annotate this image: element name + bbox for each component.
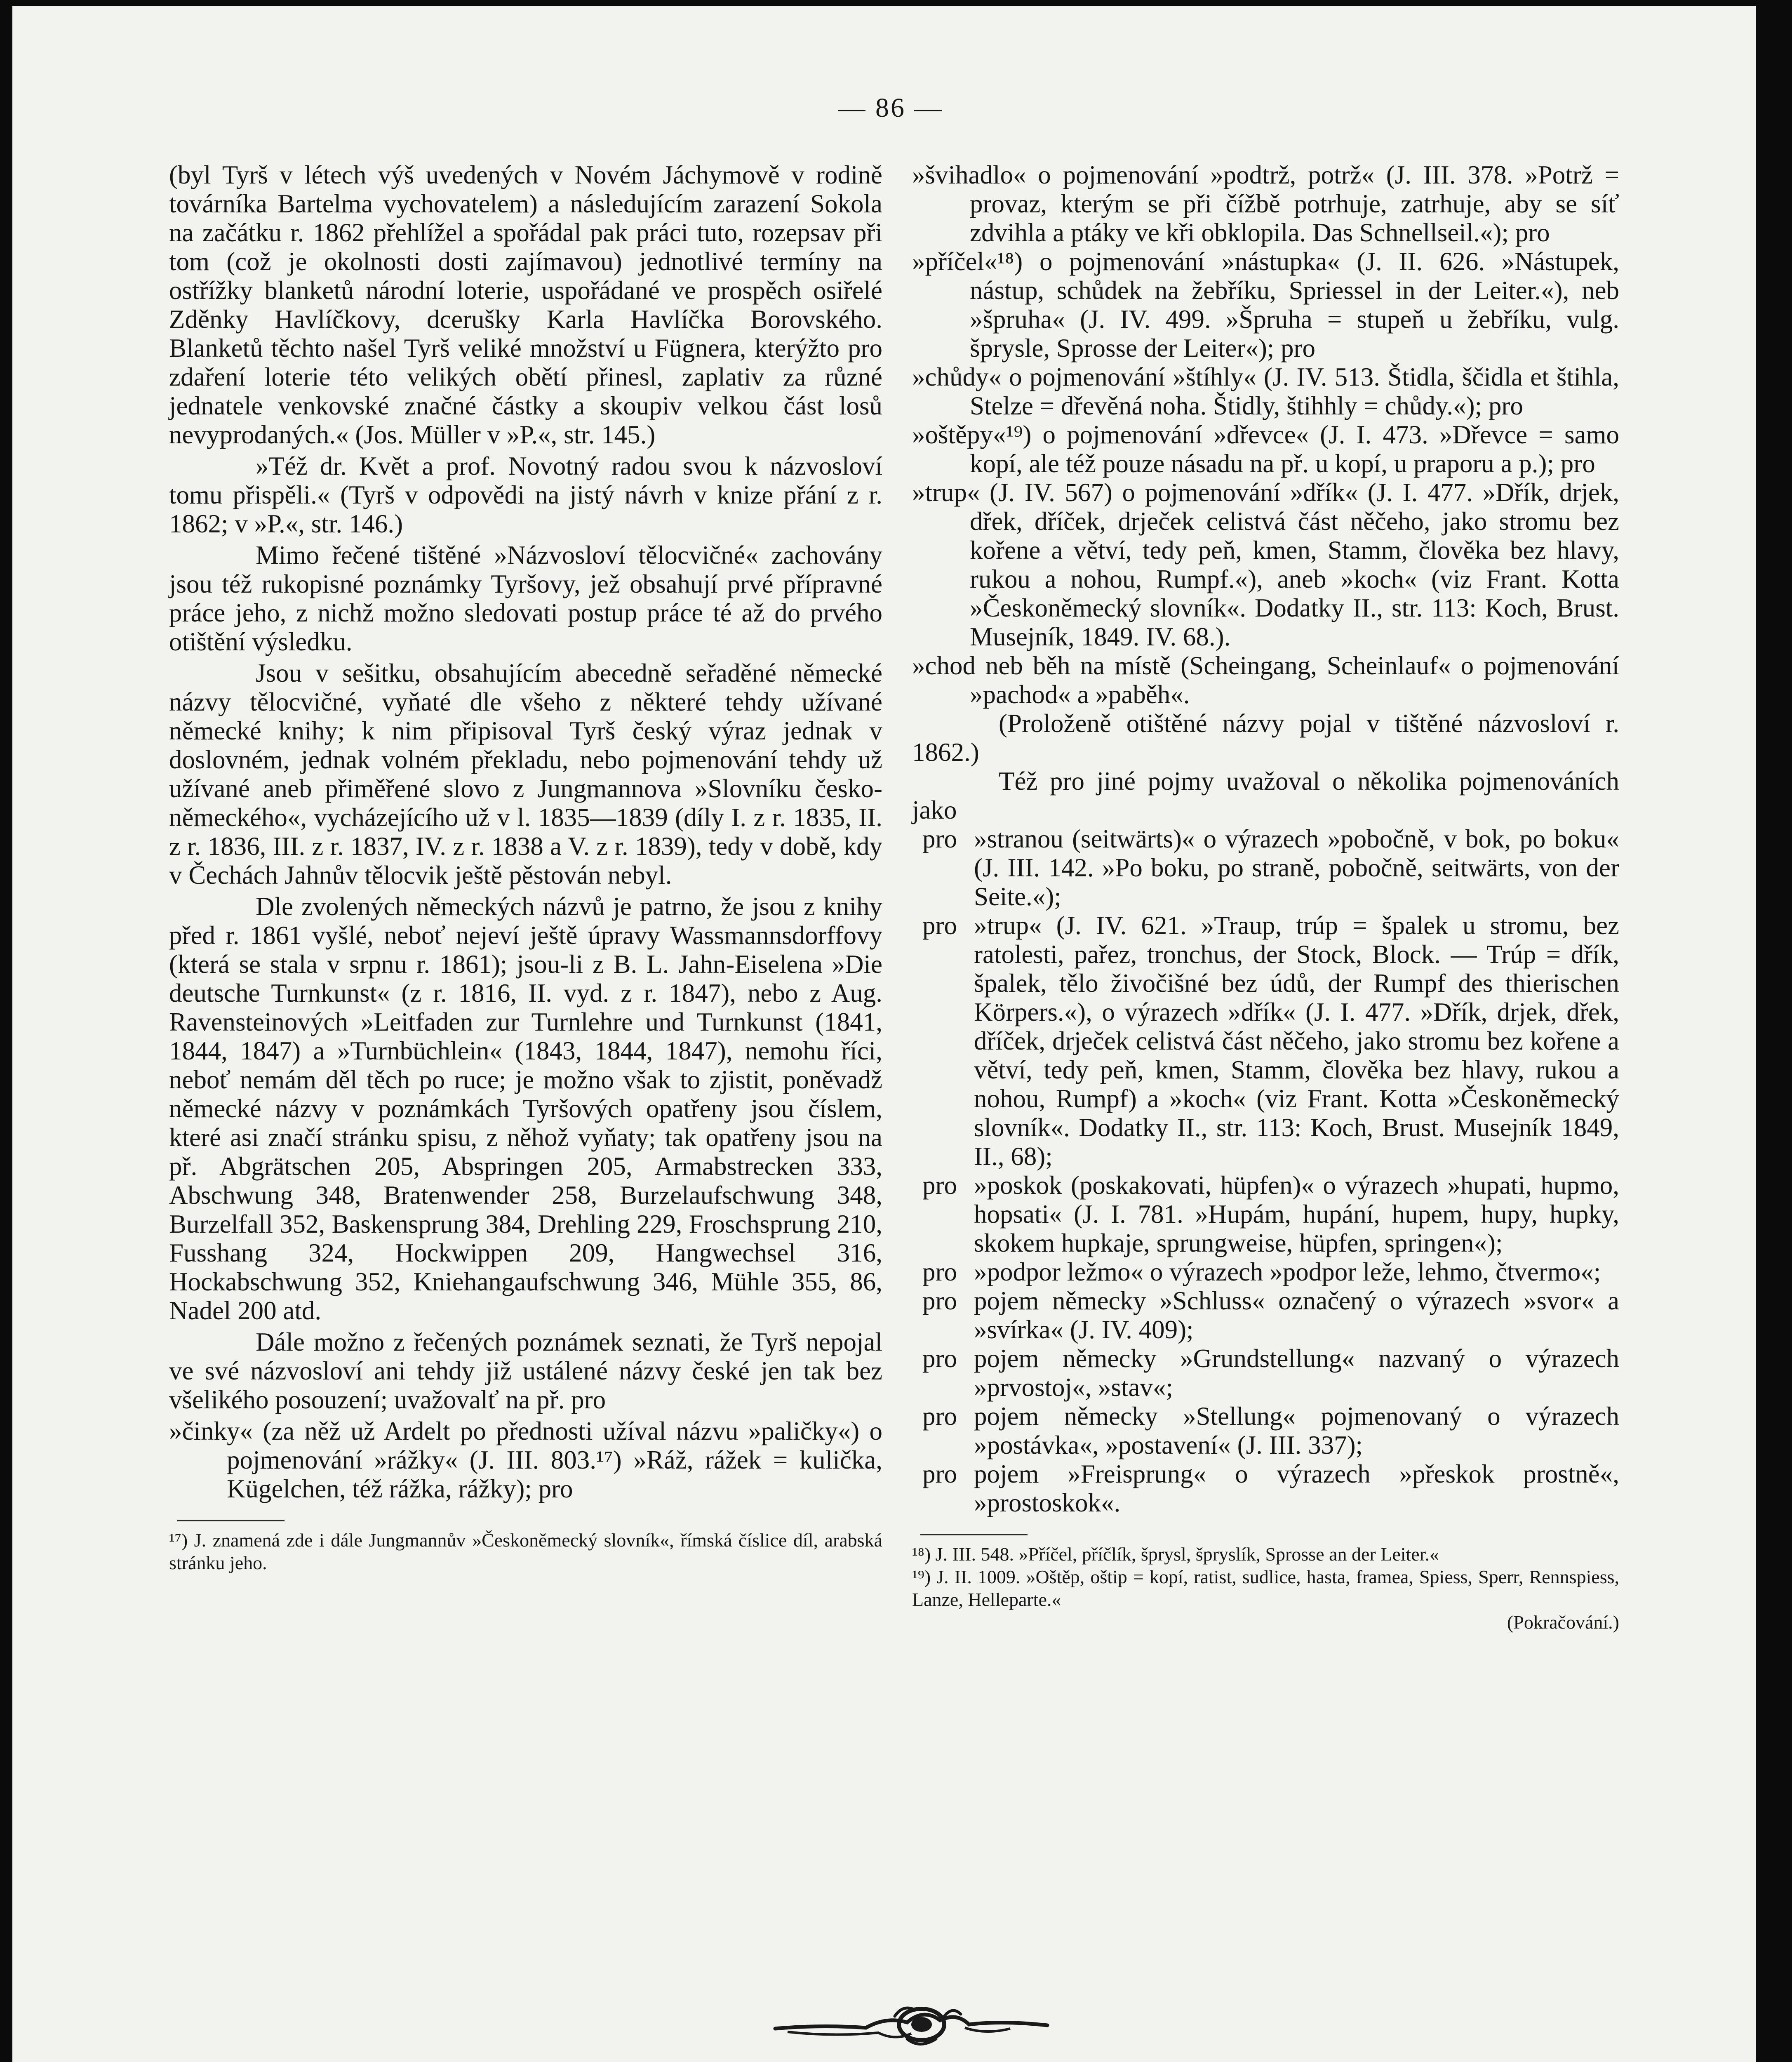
pro-entry (912, 1286, 1619, 1344)
pro-text: »podpor ležmo« o výrazech »podpor leže, lehmo, čtvermo«; (974, 1257, 1601, 1286)
pro-label: pro (922, 1459, 957, 1488)
pro-text: pojem »Freisprung« o výrazech »přeskok prostně«, »prostoskok«. (974, 1459, 1619, 1517)
paragraph: Dle zvolených německých názvů je patrno, že jsou z knihy před r. 1861 vyšlé, neboť nejeví ještě úpravy Wassmannsdorffovy (která se stala v srpnu r. 1861); jsou-li z B. L. Jahn-Eiselena »Die deutsche Turnkunst« (z r. 1816, II. vyd. z r. 1847), nebo z Aug. Ravensteinových »Leitfaden zur Turnlehre und Turnkunst (1841, 1844, 1847) a »Turnbüchlein« (1843, 1844, 1847), nemohu říci, neboť nemám děl těch po ruce; je možno však to zjistit, poněvadž německé názvy v poznámkách Tyršových opatřeny jsou číslem, které asi značí stránku spisu, z něhož vyňaty; tak opatřeny jsou na př. Abgrätschen 205, Abspringen 205, Armabstrecken 333, Abschwung 348, Bratenwender 258, Burzelaufschwung 348, Burzelfall 352, Baskensprung 384, Drehling 229, Froschsprung 210, Fusshang 324, Hockwippen 209, Hangwechsel 316, Hockabschwung 352, Kniehangaufschwung 346, Mühle 355, 86, Nadel 200 atd. (169, 892, 882, 1325)
pro-entry (912, 1344, 1619, 1402)
right-column (912, 160, 1619, 1634)
footnote-rule (920, 1534, 1028, 1535)
pro-entry (912, 1257, 1619, 1286)
entry: »chůdy« o pojmenování »štíhly« (J. IV. 513. Štidla, ščidla et štihla, Stelze = dřevěná noha. Štidly, štihhly = chůdy.«); pro (912, 362, 1619, 420)
pro-text: pojem německy »Stellung« pojmenovaný o výrazech »postávka«, »postavení« (J. III. 337); (974, 1402, 1619, 1459)
note-paragraph: (Proloženě otištěné názvy pojal v tištěné názvosloví r. 1862.) (912, 709, 1619, 767)
intro-paragraph: Též pro jiné pojmy uvažoval o několika pojmenováních jako (912, 767, 1619, 824)
footnote-17: ¹⁷) J. znamená zde i dále Jungmannův »Českoněmecký slovník«, římská číslice díl, arabská stránku jeho. (169, 1530, 882, 1573)
pro-label: pro (922, 824, 957, 853)
pro-text: »poskok (poskakovati, hüpfen)« o výrazech »hupati, hupmo, hopsati« (J. I. 781. »Hupám, hupání, hupem, hupy, hupky, skokem hupkaje, sprungweise, hüpfen, springen«); (974, 1171, 1619, 1257)
pro-entry (912, 911, 1619, 1171)
continuation-note: (Pokračování.) (1507, 1612, 1619, 1633)
pro-entry (912, 824, 1619, 911)
entry: »trup« (J. IV. 567) o pojmenování »dřík« (J. I. 477. »Dřík, drjek, dřek, dříček, drječek celistvá část něčeho, jako stromu bez kořene a větví, tedy peň, kmen, Stamm, člověka bez hlavy, rukou a nohou, Rumpf.«), aneb »koch« (viz Frant. Kotta »Českoněmecký slovník«. Dodatky II., str. 113: Koch, Brust. Musejník, 1849. IV. 68.). (912, 478, 1619, 651)
pro-label: pro (922, 1344, 957, 1373)
pro-entry (912, 1171, 1619, 1257)
entry: »švihadlo« o pojmenování »podtrž, potrž« (J. III. 378. »Potrž = provaz, kterým se při čížbě potrhuje, zatrhuje, aby se síť zdvihla a ptáky ve kři obklopila. Das Schnellseil.«); pro (912, 160, 1619, 247)
scanned-page (12, 6, 1756, 2062)
footnote-18: ¹⁸) J. III. 548. »Příčel, příčlík, šprysl, špryslík, Sprosse an der Leiter.« (912, 1544, 1439, 1565)
left-column (169, 160, 882, 1574)
entry: »příčel«¹⁸) o pojmenování »nástupka« (J. II. 626. »Nástupek, nástup, schůdek na žebříku, Spriessel in der Leiter.«), neb »špruha« (J. IV. 499. »Špruha = stupeň u žebříku, vulg. šprysle, Sprosse der Leiter«); pro (912, 247, 1619, 362)
pro-entry (912, 1459, 1619, 1517)
pro-text: pojem německy »Grundstellung« nazvaný o výrazech »prvostoj«, »stav«; (974, 1344, 1619, 1402)
entry: »oštěpy«¹⁹) o pojmenování »dřevce« (J. I. 473. »Dřevce = samo kopí, ale též pouze násadu na př. u kopí, u praporu a p.); pro (912, 420, 1619, 478)
pro-text: »trup« (J. IV. 621. »Traup, trúp = špalek u stromu, bez ratolesti, pařez, tronchus, der Stock, Block. — Trúp = dřík, špalek, tělo živočišné bez údů, der Rumpf des thierischen Körpers.«), o výrazech »dřík« (J. I. 477. »Dřík, drjek, dřek, dříček, drječek celistvá část něčeho, jako stromu bez kořene a větví, tedy peň, kmen, Stamm, člověka bez hlavy, rukou a nohou, Rumpf) a »koch« (viz Frant. Kotta »Českoněmecký slovník«. Dodatky II., str. 113: Koch, Brust. Musejník 1849, II., 68); (974, 911, 1619, 1171)
paragraph: Mimo řečené tištěné »Názvosloví tělocvičné« zachovány jsou též rukopisné poznámky Tyršovy, jež obsahují prvé přípravné práce jeho, z nichž možno sledovati postup práce té až do prvého otištění výsledku. (169, 541, 882, 656)
footnote-19: ¹⁹) J. II. 1009. »Oštěp, oštip = kopí, ratist, sudlice, hasta, framea, Spiess, Sperr, Rennspiess, Lanze, Helleparte.« (912, 1566, 1619, 1610)
paragraph: Jsou v sešitku, obsahujícím abecedně seřaděné německé názvy tělocvičné, vyňaté dle všeho z některé tehdy užívané německé knihy; k nim připisoval Tyrš český výraz jednak v doslovném, jednak volném překladu, nebo pojmenování tehdy už užívané aneb přiměřené slovo z Jungmannova »Slovníku česko-německého«, vycházejícího už v l. 1835—1839 (díly I. z r. 1835, II. z r. 1836, III. z r. 1837, IV. z r. 1838 a V. z r. 1839), tedy v době, kdy v Čechách Jahnův tělocvik ještě pěstován nebyl. (169, 659, 882, 890)
paragraph: (byl Tyrš v létech výš uvedených v Novém Jáchymově v rodině továrníka Bartelma vychovatelem) a následujícím zarazení Sokola na začátku r. 1862 přehlížel a spořádal pak práci tuto, rozepsav při tom (což je okolnosti dosti zajímavou) jednotlivé termíny na ostřížky blanketů národní loterie, uspořádané ve prospěch osiřelé Zděnky Havlíčkovy, dcerušky Karla Havlíčka Borovského. Blanketů těchto našel Tyrš veliké množství u Fügnera, kterýžto pro zdaření loterie této velikých obětí přinesl, zaplativ za různé jednatele venkovské značné částky a skoupiv velkou část losů nevyprodaných.« (Jos. Müller v »P.«, str. 145.) (169, 160, 882, 449)
pro-label: pro (922, 1402, 957, 1431)
pro-label: pro (922, 1286, 957, 1315)
paragraph: »Též dr. Květ a prof. Novotný radou svou k názvosloví tomu přispěli.« (Tyrš v odpovědi na jistý návrh v knize přání z r. 1862; v »P.«, str. 146.) (169, 452, 882, 538)
page-number: — 86 — (838, 93, 943, 123)
paragraph: Dále možno z řečených poznámek seznati, že Tyrš nepojal ve své názvosloví ani tehdy již ustálené názvy české jen tak bez všelikého posouzení; uvažovalť na př. pro (169, 1328, 882, 1414)
entry-cinky: »činky« (za něž už Ardelt po přednosti užíval názvu »paličky«) o pojmenování »rážky« (J. III. 803.¹⁷) »Ráž, rážek = kulička, Kügelchen, též rážka, rážky); pro (169, 1417, 882, 1503)
pro-label: pro (922, 911, 957, 940)
pro-entry (912, 1402, 1619, 1459)
ornament-flourish-icon (771, 2000, 1051, 2053)
pro-label: pro (922, 1257, 957, 1286)
footnote-rule (177, 1520, 285, 1521)
pro-text: »stranou (seitwärts)« o výrazech »pobočně, v bok, po boku« (J. III. 142. »Po boku, po straně, pobočně, seitwärts, von der Seite.«); (974, 824, 1619, 911)
pro-label: pro (922, 1171, 957, 1200)
entry: »chod neb běh na místě (Scheingang, Scheinlauf« o pojmenování »pachod« a »paběh«. (912, 651, 1619, 709)
pro-text: pojem německy »Schluss« označený o výrazech »svor« a »svírka« (J. IV. 409); (974, 1286, 1619, 1344)
